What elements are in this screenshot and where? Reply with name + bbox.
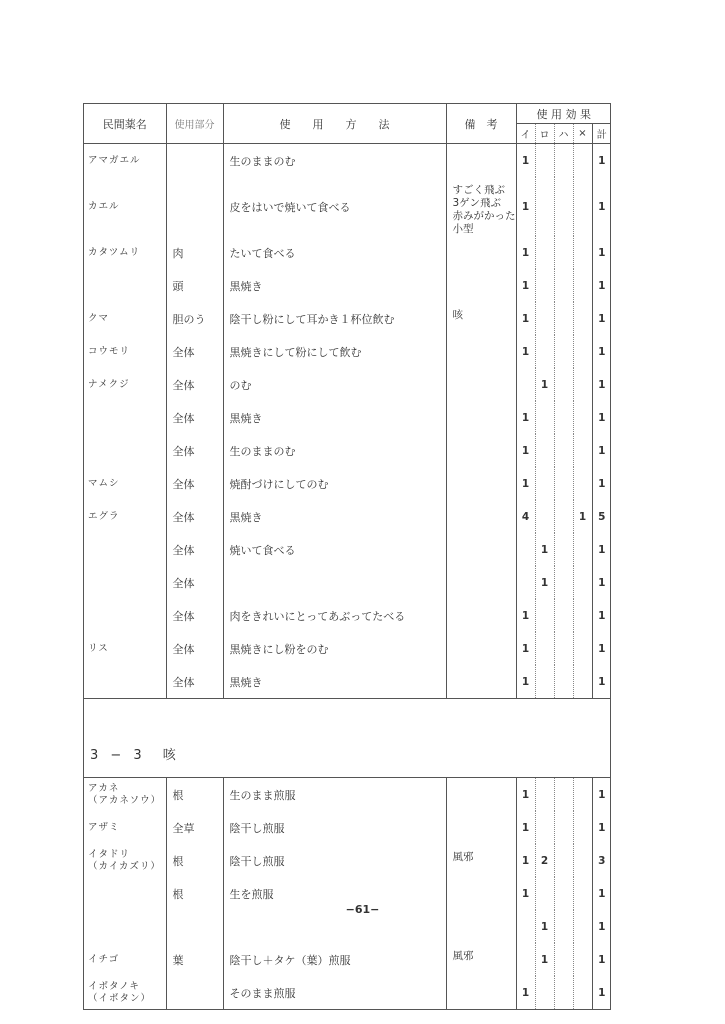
- cell-effect-ro: 1: [535, 368, 554, 401]
- cell-effect-total: 1: [592, 302, 611, 335]
- cell-part: 全体: [166, 401, 223, 434]
- cell-effect-total: 1: [592, 269, 611, 302]
- cell-name: [84, 269, 166, 302]
- cell-effect-ha: [554, 500, 573, 533]
- cell-effect-total: 5: [592, 500, 611, 533]
- cell-effect-i: 1: [516, 401, 535, 434]
- cell-effect-ro: [535, 177, 554, 236]
- cell-part: 肉: [166, 236, 223, 269]
- cell-part: 全体: [166, 566, 223, 599]
- header-part: 使用部分: [166, 104, 223, 144]
- section2-body: [84, 778, 611, 1010]
- cell-effect-ro: [535, 467, 554, 500]
- cell-effect-total: 1: [592, 236, 611, 269]
- cell-method: 黒焼きにし粉をのむ: [223, 632, 446, 665]
- cell-method: 黒焼き: [223, 665, 446, 699]
- cell-effect-x: [573, 401, 592, 434]
- cell-part: 全体: [166, 368, 223, 401]
- cell-effect-ha: [554, 599, 573, 632]
- cell-effect-ha: [554, 566, 573, 599]
- cell-effect-total: 1: [592, 599, 611, 632]
- cell-note: [446, 632, 516, 665]
- table-row: [84, 302, 611, 335]
- cell-effect-ro: 1: [535, 943, 554, 976]
- table-row: [84, 632, 611, 665]
- cell-effect-ro: [535, 236, 554, 269]
- cell-effect-i: 1: [516, 778, 535, 812]
- cell-name: カタツムリ: [88, 246, 141, 258]
- cell-method: 焼いて食べる: [223, 533, 446, 566]
- cell-effect-x: [573, 302, 592, 335]
- cell-effect-ro: 1: [535, 910, 554, 943]
- cell-method: 黒焼き: [223, 500, 446, 533]
- cell-effect-total: 1: [592, 434, 611, 467]
- cell-effect-total: 1: [592, 566, 611, 599]
- cell-name: [84, 665, 166, 699]
- header-effect-i: イ: [516, 124, 535, 144]
- cell-effect-total: 1: [592, 335, 611, 368]
- cell-part: 葉: [166, 943, 223, 976]
- cell-effect-ha: [554, 401, 573, 434]
- cell-part: [166, 177, 223, 236]
- cell-name: カエル: [88, 200, 120, 212]
- cell-effect-ha: [554, 236, 573, 269]
- cell-effect-total: 1: [592, 811, 611, 844]
- section-title: 3 − 3 咳: [84, 699, 611, 778]
- table-row: [84, 844, 611, 877]
- cell-effect-ro: [535, 335, 554, 368]
- cell-name: アカネ （アカネソウ）: [88, 782, 162, 806]
- cell-method: 皮をはいで焼いて食べる: [223, 177, 446, 236]
- cell-effect-x: [573, 368, 592, 401]
- cell-effect-x: [573, 844, 592, 877]
- cell-effect-ha: [554, 811, 573, 844]
- table-row: [84, 467, 611, 500]
- cell-name: アマガエル: [88, 154, 141, 166]
- cell-note: [446, 401, 516, 434]
- cell-name: イチゴ: [88, 953, 120, 965]
- cell-effect-i: 1: [516, 302, 535, 335]
- cell-name: [84, 566, 166, 599]
- cell-effect-x: [573, 269, 592, 302]
- table-row: [84, 401, 611, 434]
- cell-effect-x: [573, 533, 592, 566]
- cell-effect-x: [573, 778, 592, 812]
- cell-effect-x: [573, 467, 592, 500]
- table-row: [84, 665, 611, 699]
- cell-effect-i: 1: [516, 177, 535, 236]
- cell-method: 生のまま煎服: [223, 778, 446, 812]
- cell-effect-i: [516, 533, 535, 566]
- cell-effect-ro: [535, 665, 554, 699]
- cell-method: 生のままのむ: [223, 144, 446, 178]
- header-name: 民間薬名: [84, 104, 166, 144]
- cell-effect-total: 1: [592, 632, 611, 665]
- cell-effect-ro: [535, 500, 554, 533]
- cell-effect-ro: [535, 434, 554, 467]
- cell-effect-i: 1: [516, 599, 535, 632]
- cell-effect-i: [516, 368, 535, 401]
- table-row: [84, 778, 611, 812]
- cell-effect-total: 1: [592, 368, 611, 401]
- cell-effect-i: 4: [516, 500, 535, 533]
- cell-note: [446, 144, 516, 178]
- cell-effect-ro: [535, 778, 554, 812]
- cell-effect-x: [573, 144, 592, 178]
- cell-note: 咳: [446, 302, 516, 335]
- table-row: [84, 811, 611, 844]
- cell-name: イボタノキ （イボタン）: [88, 980, 152, 1004]
- cell-effect-total: 1: [592, 177, 611, 236]
- cell-method: 焼酎づけにしてのむ: [223, 467, 446, 500]
- cell-effect-ha: [554, 533, 573, 566]
- cell-effect-i: 1: [516, 844, 535, 877]
- cell-effect-ha: [554, 632, 573, 665]
- cell-part: [166, 144, 223, 178]
- header-note: 備 考: [446, 104, 516, 144]
- cell-part: 根: [166, 877, 223, 910]
- cell-effect-i: 1: [516, 144, 535, 178]
- cell-note: [446, 778, 516, 812]
- cell-effect-x: [573, 976, 592, 1009]
- page-number: −61−: [345, 903, 380, 916]
- cell-effect-ha: [554, 976, 573, 1009]
- cell-effect-i: [516, 566, 535, 599]
- cell-part: 全体: [166, 533, 223, 566]
- cell-effect-x: [573, 599, 592, 632]
- cell-note: [446, 599, 516, 632]
- cell-effect-ha: [554, 177, 573, 236]
- cell-effect-x: [573, 236, 592, 269]
- cell-part: 全体: [166, 665, 223, 699]
- cell-effect-i: 1: [516, 665, 535, 699]
- cell-effect-total: 1: [592, 910, 611, 943]
- cell-part: 根: [166, 778, 223, 812]
- cell-name: [84, 599, 166, 632]
- cell-effect-x: [573, 632, 592, 665]
- cell-method: 黒焼き: [223, 401, 446, 434]
- cell-effect-ro: 1: [535, 566, 554, 599]
- cell-name: アザミ: [88, 821, 120, 833]
- cell-note: [446, 269, 516, 302]
- cell-effect-ro: [535, 401, 554, 434]
- cell-effect-total: 1: [592, 877, 611, 910]
- cell-effect-i: 1: [516, 434, 535, 467]
- cell-part: 全草: [166, 811, 223, 844]
- cell-effect-total: 1: [592, 665, 611, 699]
- cell-part: 全体: [166, 434, 223, 467]
- cell-effect-ro: [535, 269, 554, 302]
- cell-note: [446, 811, 516, 844]
- cell-effect-total: 1: [592, 778, 611, 812]
- cell-effect-ro: 1: [535, 533, 554, 566]
- cell-name: [84, 401, 166, 434]
- cell-part: 全体: [166, 335, 223, 368]
- cell-effect-ro: 2: [535, 844, 554, 877]
- cell-note: [446, 665, 516, 699]
- cell-note: 風邪: [446, 844, 516, 877]
- cell-note: すごく飛ぶ 3ゲン飛ぶ 赤みがかった小型: [446, 177, 516, 236]
- cell-note: [446, 976, 516, 1009]
- cell-effect-i: 1: [516, 236, 535, 269]
- cell-effect-i: 1: [516, 269, 535, 302]
- cell-effect-x: [573, 665, 592, 699]
- table-row: [84, 976, 611, 1009]
- cell-effect-ha: [554, 467, 573, 500]
- cell-effect-i: 1: [516, 335, 535, 368]
- table-row: [84, 943, 611, 976]
- cell-part: 頭: [166, 269, 223, 302]
- cell-method: 生を煎服: [223, 877, 446, 910]
- cell-note: [446, 434, 516, 467]
- cell-name: イタドリ （カイカズリ）: [88, 848, 161, 872]
- cell-method: 肉をきれいにとってあぶってたべる: [223, 599, 446, 632]
- cell-method: 黒焼き: [223, 269, 446, 302]
- cell-name: コウモリ: [88, 345, 131, 357]
- cell-name: ナメクジ: [88, 378, 130, 390]
- cell-effect-i: [516, 943, 535, 976]
- cell-effect-i: 1: [516, 976, 535, 1009]
- cell-effect-ro: [535, 632, 554, 665]
- table-row: [84, 500, 611, 533]
- table-row: [84, 177, 611, 236]
- cell-effect-ha: [554, 844, 573, 877]
- header-effect-x: ×: [573, 124, 592, 144]
- cell-method: 生のままのむ: [223, 434, 446, 467]
- table-row: [84, 144, 611, 178]
- cell-note: [446, 467, 516, 500]
- header-effect-total: 計: [592, 124, 611, 144]
- cell-effect-ro: [535, 599, 554, 632]
- cell-name: [84, 533, 166, 566]
- cell-note: [446, 533, 516, 566]
- cell-effect-ha: [554, 665, 573, 699]
- cell-effect-ha: [554, 335, 573, 368]
- table-row: [84, 269, 611, 302]
- cell-effect-total: 1: [592, 533, 611, 566]
- cell-effect-total: 3: [592, 844, 611, 877]
- cell-note: [446, 236, 516, 269]
- cell-effect-ro: [535, 302, 554, 335]
- header-method: 使 用 方 法: [223, 104, 446, 144]
- cell-effect-total: 1: [592, 976, 611, 1009]
- cell-effect-i: 1: [516, 632, 535, 665]
- cell-part: [166, 976, 223, 1009]
- cell-method: 陰干し煎服: [223, 844, 446, 877]
- table-row: [84, 533, 611, 566]
- header-effect-ro: ロ: [535, 124, 554, 144]
- cell-effect-i: 1: [516, 467, 535, 500]
- cell-effect-x: [573, 943, 592, 976]
- cell-effect-total: 1: [592, 401, 611, 434]
- cell-effect-total: 1: [592, 144, 611, 178]
- cell-effect-x: [573, 177, 592, 236]
- cell-name: マムシ: [88, 477, 120, 489]
- cell-effect-ha: [554, 943, 573, 976]
- cell-name: [84, 434, 166, 467]
- cell-effect-ha: [554, 368, 573, 401]
- cell-method: 陰干し粉にして耳かき１杯位飲む: [223, 302, 446, 335]
- cell-effect-ha: [554, 144, 573, 178]
- cell-method: 陰干し煎服: [223, 811, 446, 844]
- cell-effect-total: 1: [592, 943, 611, 976]
- cell-note: [446, 368, 516, 401]
- table-row: [84, 434, 611, 467]
- cell-effect-ha: [554, 302, 573, 335]
- cell-effect-x: [573, 566, 592, 599]
- table-row: [84, 335, 611, 368]
- section1-body: [84, 144, 611, 699]
- table-row: [84, 368, 611, 401]
- cell-effect-i: 1: [516, 877, 535, 910]
- cell-note: [446, 500, 516, 533]
- cell-part: 全体: [166, 467, 223, 500]
- cell-effect-ha: [554, 778, 573, 812]
- cell-effect-ro: [535, 976, 554, 1009]
- cell-effect-ha: [554, 434, 573, 467]
- cell-name: クマ: [88, 312, 110, 324]
- cell-part: 全体: [166, 632, 223, 665]
- cell-part: 根: [166, 844, 223, 877]
- header-effect-ha: ハ: [554, 124, 573, 144]
- table-row: [84, 566, 611, 599]
- cell-part: 胆のう: [166, 302, 223, 335]
- cell-method: のむ: [223, 368, 446, 401]
- cell-effect-ro: [535, 811, 554, 844]
- table-row: [84, 599, 611, 632]
- cell-effect-x: 1: [573, 500, 592, 533]
- cell-name: リス: [88, 642, 109, 654]
- cell-effect-i: 1: [516, 811, 535, 844]
- cell-effect-x: [573, 335, 592, 368]
- cell-effect-ro: [535, 144, 554, 178]
- cell-part: 全体: [166, 599, 223, 632]
- cell-name: エグラ: [88, 510, 120, 522]
- cell-part: 全体: [166, 500, 223, 533]
- cell-effect-total: 1: [592, 467, 611, 500]
- header-effect: 使 用 効 果: [516, 104, 611, 124]
- cell-method: 黒焼きにして粉にして飲む: [223, 335, 446, 368]
- cell-method: たいて食べる: [223, 236, 446, 269]
- cell-method: 陰干し＋タケ（葉）煎服: [223, 943, 446, 976]
- cell-method: そのまま煎服: [223, 976, 446, 1009]
- cell-effect-x: [573, 434, 592, 467]
- cell-effect-ha: [554, 269, 573, 302]
- cell-note: 風邪: [446, 943, 516, 976]
- table-row: [84, 236, 611, 269]
- medicine-table: [83, 103, 611, 1010]
- cell-effect-x: [573, 811, 592, 844]
- cell-note: [446, 335, 516, 368]
- cell-method: [223, 566, 446, 599]
- cell-note: [446, 566, 516, 599]
